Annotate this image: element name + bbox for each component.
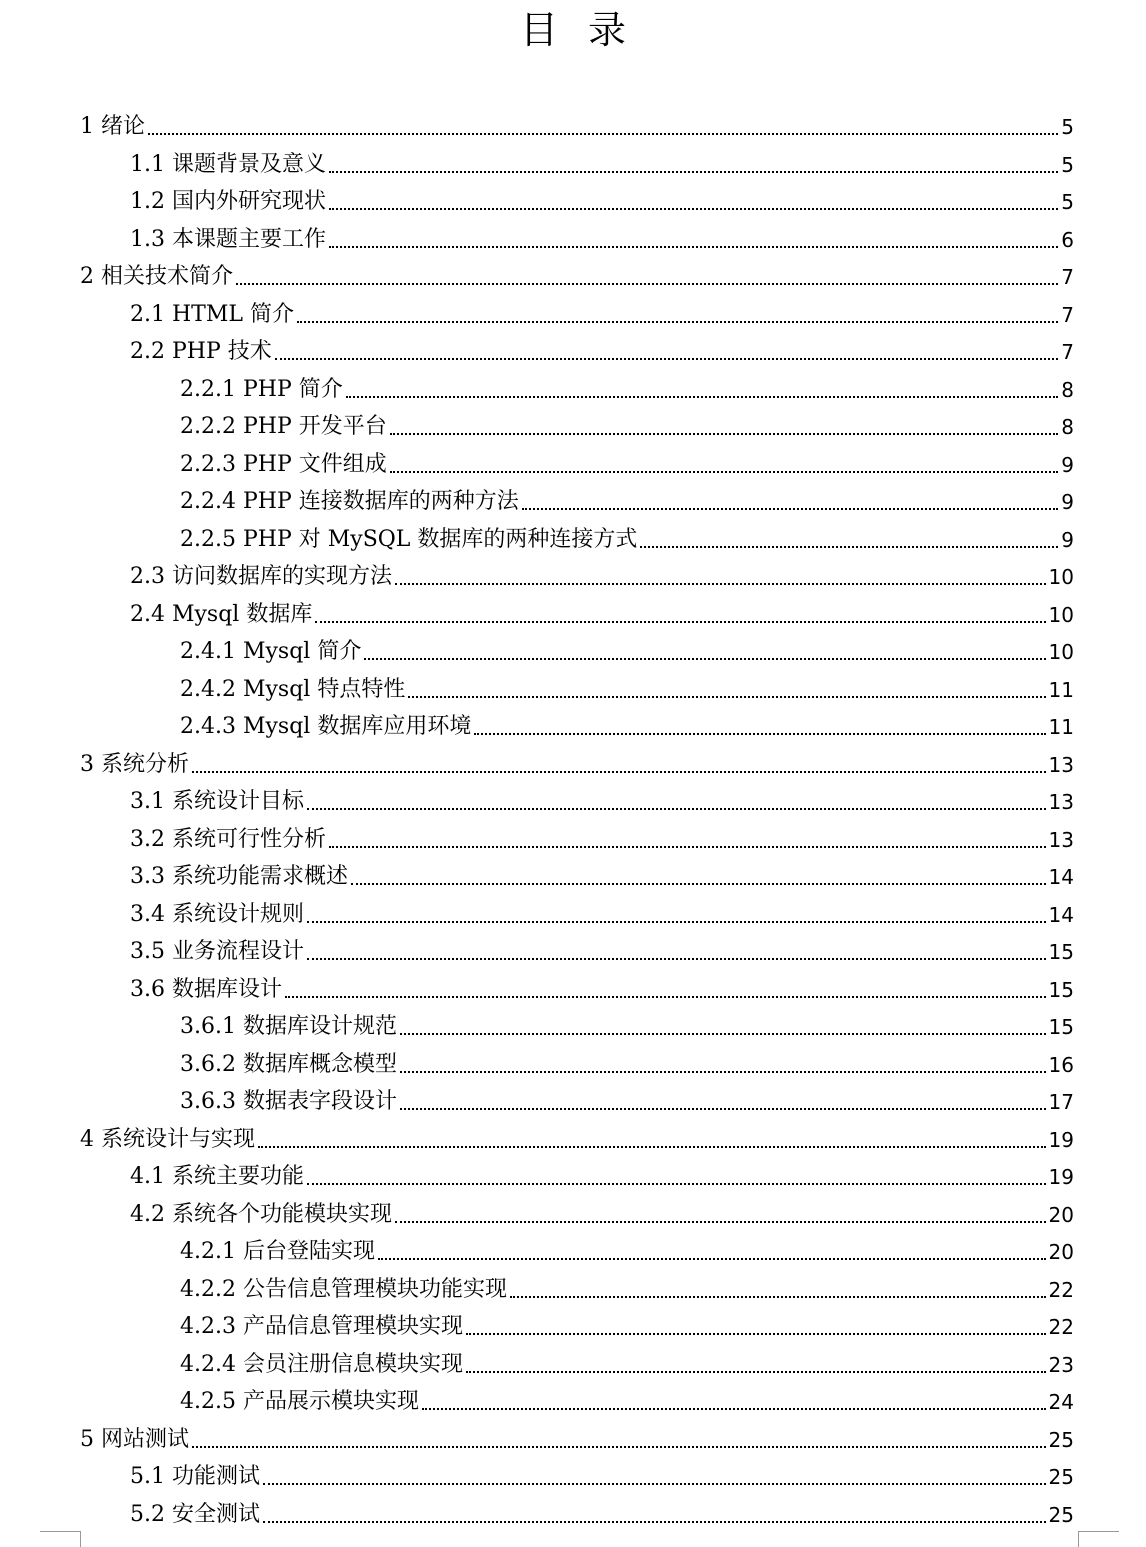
toc-entry[interactable] (80, 1417, 1074, 1454)
toc-entry-page-number: 15 (1048, 940, 1074, 964)
toc-entry-page-number: 13 (1048, 827, 1074, 852)
toc-entry-label: 4.2.3 产品信息管理模块实现 (180, 1314, 463, 1339)
toc-entry-label: 4.2 系统各个功能模块实现 (130, 1201, 392, 1227)
toc-entry-page-number: 20 (1048, 1202, 1074, 1227)
toc-dot-leader (307, 808, 1046, 810)
toc-entry[interactable] (130, 179, 1074, 216)
toc-entry[interactable] (130, 929, 1074, 966)
toc-dot-leader (400, 1033, 1046, 1035)
toc-entry-page-number: 9 (1061, 452, 1074, 477)
toc-dot-leader (378, 1258, 1046, 1260)
toc-dot-leader (400, 1108, 1046, 1110)
toc-entry-label: 1.1 课题背景及意义 (130, 151, 326, 177)
toc-entry[interactable] (180, 517, 1074, 554)
toc-entry[interactable] (80, 1117, 1074, 1154)
toc-dot-leader (307, 1183, 1046, 1185)
toc-dot-leader (395, 1221, 1046, 1223)
toc-entry-page-number: 13 (1048, 752, 1074, 777)
toc-entry-label: 4.1 系统主要功能 (130, 1164, 304, 1189)
toc-entry-label: 2.4.3 Mysql 数据库应用环境 (180, 714, 472, 739)
toc-entry-page-number: 8 (1061, 377, 1074, 402)
toc-entry-label: 4.2.1 后台登陆实现 (180, 1239, 375, 1264)
toc-dot-leader (307, 921, 1046, 923)
toc-dot-leader (466, 1333, 1046, 1335)
toc-dot-leader (408, 696, 1045, 698)
toc-dot-leader (395, 583, 1046, 585)
toc-entry-page-number: 10 (1048, 565, 1074, 589)
toc-dot-leader (390, 433, 1059, 435)
toc-entry-page-number: 15 (1048, 1015, 1074, 1039)
toc-entry-page-number: 9 (1061, 527, 1074, 552)
toc-entry[interactable] (180, 1342, 1074, 1379)
toc-entry-page-number: 25 (1048, 1427, 1074, 1452)
toc-dot-leader (263, 1483, 1046, 1485)
toc-entry[interactable] (80, 104, 1074, 141)
toc-entry[interactable] (180, 479, 1074, 516)
toc-entry-label: 2.2.2 PHP 开发平台 (180, 414, 387, 439)
toc-entry[interactable] (180, 1379, 1074, 1416)
toc-entry-label: 5.1 功能测试 (130, 1464, 260, 1489)
toc-entry-label: 2.4.2 Mysql 特点特性 (180, 676, 406, 702)
toc-dot-leader (329, 246, 1058, 248)
toc-dot-leader (422, 1408, 1046, 1410)
toc-dot-leader (346, 396, 1059, 398)
toc-entry-label: 1 绪论 (80, 114, 145, 139)
toc-entry-label: 2.1 HTML 简介 (130, 301, 294, 327)
toc-dot-leader (263, 1521, 1046, 1523)
toc-entry-label: 1.2 国内外研究现状 (130, 189, 326, 214)
toc-entry[interactable] (130, 779, 1074, 816)
toc-entry-page-number: 24 (1048, 1390, 1074, 1414)
toc-dot-leader (329, 208, 1058, 210)
toc-dot-leader (364, 658, 1045, 660)
toc-entry-label: 2.2.1 PHP 简介 (180, 376, 343, 402)
toc-entry-label: 3.6.1 数据库设计规范 (180, 1014, 397, 1039)
toc-entry[interactable] (180, 1079, 1074, 1116)
toc-entry-page-number: 5 (1061, 115, 1074, 139)
toc-entry[interactable] (130, 892, 1074, 929)
toc-entry-page-number: 7 (1061, 340, 1074, 364)
toc-entry-page-number: 23 (1048, 1352, 1074, 1377)
toc-entry-label: 3.6 数据库设计 (130, 976, 282, 1002)
toc-entry-label: 2.4.1 Mysql 简介 (180, 639, 362, 664)
page-corner-mark-left (40, 1531, 81, 1547)
toc-entry[interactable] (130, 1454, 1074, 1491)
toc-entry-page-number: 8 (1061, 415, 1074, 439)
toc-entry-label: 2 相关技术简介 (80, 264, 233, 289)
toc-dot-leader (522, 508, 1059, 510)
toc-entry[interactable] (180, 629, 1074, 666)
toc-entry-page-number: 11 (1048, 677, 1074, 702)
toc-entry-label: 3.5 业务流程设计 (130, 939, 304, 964)
toc-entry[interactable] (80, 254, 1074, 291)
toc-entry-page-number: 19 (1048, 1165, 1074, 1189)
toc-entry-page-number: 22 (1048, 1277, 1074, 1302)
toc-dot-leader (329, 846, 1046, 848)
toc-entry[interactable] (180, 367, 1074, 404)
toc-entry[interactable] (130, 292, 1074, 329)
toc-entry-label: 4.2.2 公告信息管理模块功能实现 (180, 1276, 507, 1302)
toc-entry[interactable] (130, 142, 1074, 179)
toc-title: 目录 (519, 8, 656, 52)
toc-entry[interactable] (180, 1304, 1074, 1341)
toc-dot-leader (236, 283, 1058, 285)
toc-dot-leader (351, 883, 1046, 885)
toc-entry-label: 3.3 系统功能需求概述 (130, 864, 348, 889)
toc-entry-page-number: 17 (1048, 1090, 1074, 1114)
toc-entry-page-number: 19 (1048, 1127, 1074, 1152)
toc-dot-leader (329, 171, 1058, 173)
toc-entry-page-number: 14 (1048, 902, 1074, 927)
toc-entry[interactable] (180, 667, 1074, 704)
toc-dot-leader (285, 996, 1046, 998)
toc-dot-leader (474, 733, 1045, 735)
toc-entry[interactable] (130, 1154, 1074, 1191)
toc-entry[interactable] (180, 404, 1074, 441)
toc-dot-leader (466, 1371, 1046, 1373)
toc-entry[interactable] (130, 854, 1074, 891)
toc-entry-label: 3.1 系统设计目标 (130, 789, 304, 814)
toc-dot-leader (148, 133, 1058, 135)
toc-entry-page-number: 9 (1061, 490, 1074, 514)
toc-entry-page-number: 10 (1048, 602, 1074, 627)
toc-entry-label: 3.2 系统可行性分析 (130, 826, 326, 852)
toc-entry[interactable] (130, 554, 1074, 591)
toc-dot-leader (275, 358, 1059, 360)
toc-entry-page-number: 6 (1061, 227, 1074, 252)
toc-entry[interactable] (130, 817, 1074, 854)
toc-entry-label: 2.3 访问数据库的实现方法 (130, 564, 392, 589)
toc-entry-page-number: 20 (1048, 1240, 1074, 1264)
toc-dot-leader (390, 471, 1059, 473)
toc-dot-leader (307, 958, 1046, 960)
toc-entry-page-number: 14 (1048, 865, 1074, 889)
toc-entry-label: 3.6.3 数据表字段设计 (180, 1089, 397, 1114)
toc-entry-label: 4.2.5 产品展示模块实现 (180, 1389, 419, 1414)
toc-dot-leader (258, 1146, 1046, 1148)
toc-entry-label: 1.3 本课题主要工作 (130, 226, 326, 252)
toc-entry[interactable] (130, 1192, 1074, 1229)
toc-entry-label: 4 系统设计与实现 (80, 1126, 255, 1152)
toc-entry-page-number: 15 (1048, 977, 1074, 1002)
toc-entry-label: 2.2.3 PHP 文件组成 (180, 451, 387, 477)
toc-entry[interactable] (180, 704, 1074, 741)
toc-entry-label: 2.2 PHP 技术 (130, 339, 272, 364)
toc-entry[interactable] (180, 1229, 1074, 1266)
toc-dot-leader (400, 1071, 1046, 1073)
toc-entry-label: 3.6.2 数据库概念模型 (180, 1051, 397, 1077)
toc-entry-page-number: 10 (1048, 640, 1074, 664)
page-corner-mark-right (1078, 1531, 1119, 1547)
toc-entry-label: 3.4 系统设计规则 (130, 901, 304, 927)
toc-entry[interactable] (180, 1004, 1074, 1041)
toc-entry-page-number: 13 (1048, 790, 1074, 814)
toc-entry-label: 3 系统分析 (80, 751, 189, 777)
toc-entry-page-number: 11 (1048, 715, 1074, 739)
toc-entry-label: 5.2 安全测试 (130, 1501, 260, 1527)
toc-entry-label: 2.2.4 PHP 连接数据库的两种方法 (180, 489, 519, 514)
toc-entry-label: 5 网站测试 (80, 1426, 189, 1452)
toc-entry-page-number: 5 (1061, 152, 1074, 177)
toc-dot-leader (315, 621, 1045, 623)
toc-entry-page-number: 7 (1061, 302, 1074, 327)
toc-entry[interactable] (180, 1267, 1074, 1304)
toc-entry-label: 2.4 Mysql 数据库 (130, 601, 313, 627)
toc-entry-label: 4.2.4 会员注册信息模块实现 (180, 1351, 463, 1377)
toc-entry-page-number: 7 (1061, 265, 1074, 289)
toc-dot-leader (192, 771, 1046, 773)
toc-entry[interactable] (130, 1492, 1074, 1529)
toc-dot-leader (510, 1296, 1046, 1298)
toc-dot-leader (297, 321, 1058, 323)
toc-entry-page-number: 25 (1048, 1502, 1074, 1527)
toc-entry-page-number: 5 (1061, 190, 1074, 214)
toc-entry-page-number: 25 (1048, 1465, 1074, 1489)
toc-entry[interactable] (180, 442, 1074, 479)
toc-entry[interactable] (130, 329, 1074, 366)
toc-entry[interactable] (80, 742, 1074, 779)
toc-entry[interactable] (130, 967, 1074, 1004)
toc-entry[interactable] (130, 217, 1074, 254)
toc-entry[interactable] (130, 592, 1074, 629)
toc-dot-leader (192, 1446, 1046, 1448)
toc-entry-page-number: 16 (1048, 1052, 1074, 1077)
toc-entry-page-number: 22 (1048, 1315, 1074, 1339)
toc-entry[interactable] (180, 1042, 1074, 1079)
toc-dot-leader (640, 546, 1058, 548)
toc-entry-label: 2.2.5 PHP 对 MySQL 数据库的两种连接方式 (180, 526, 638, 552)
